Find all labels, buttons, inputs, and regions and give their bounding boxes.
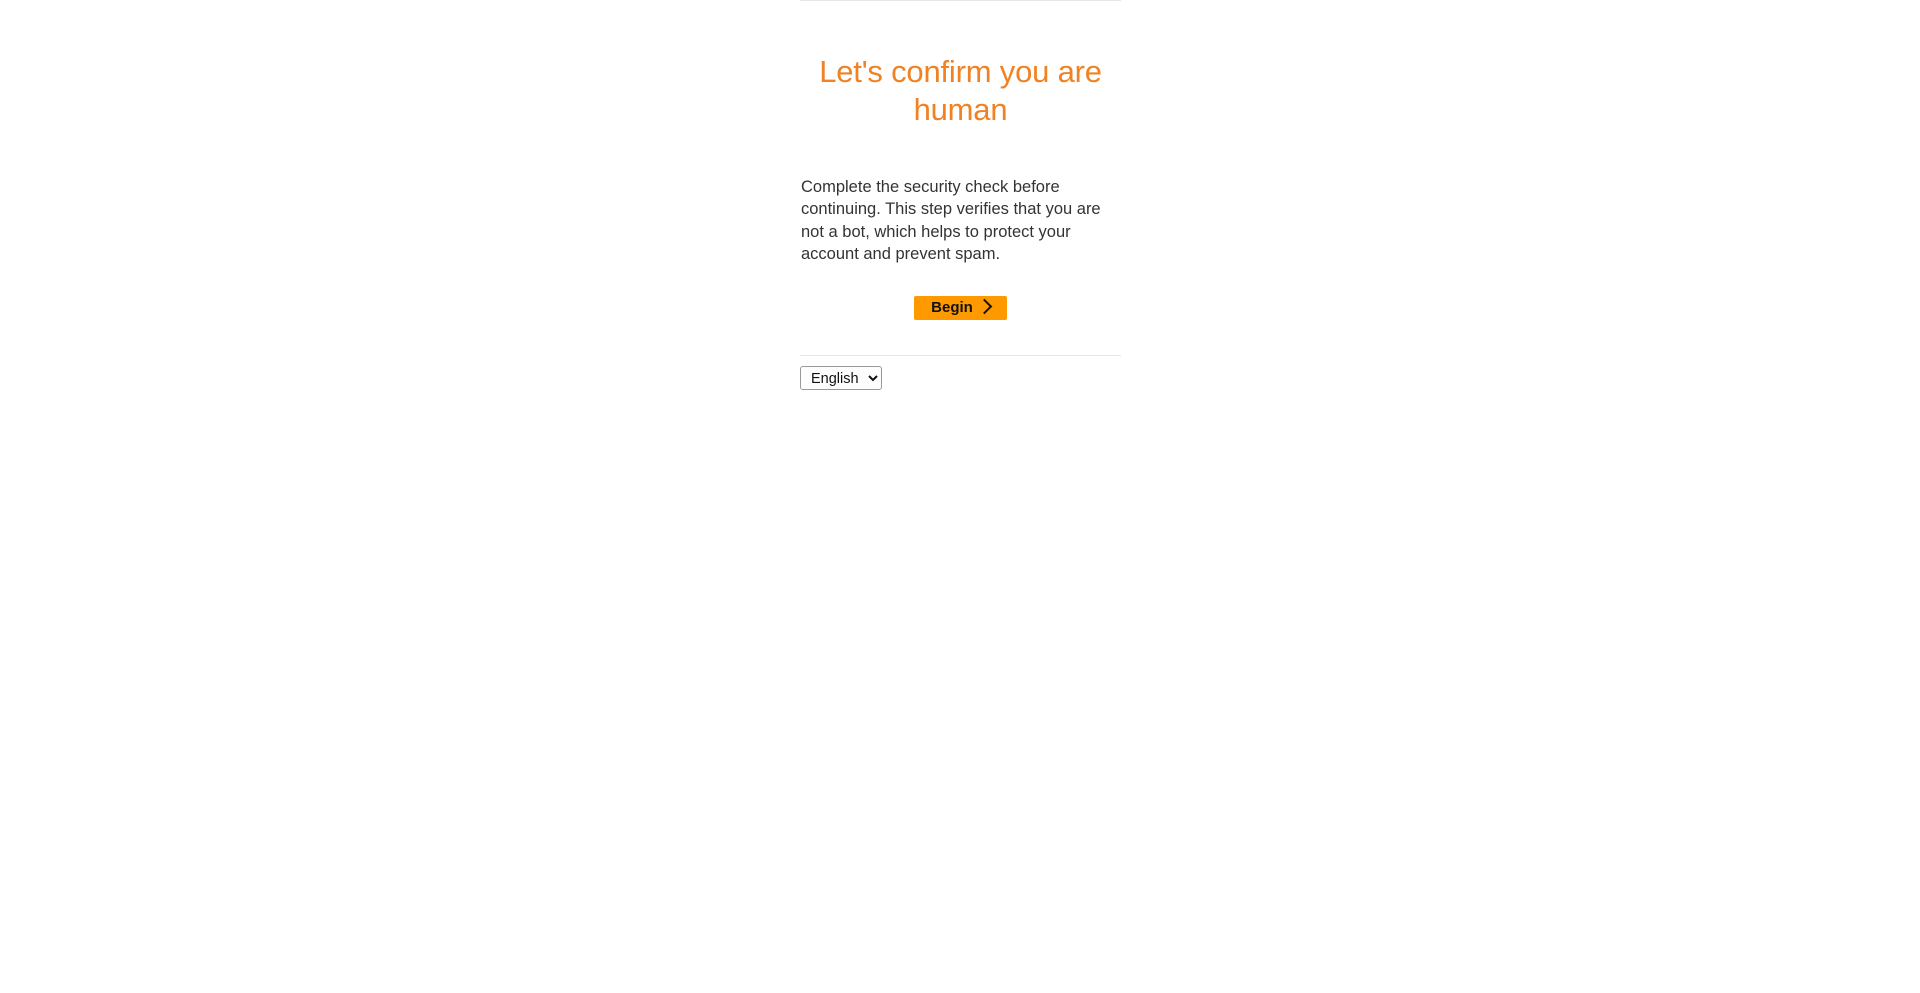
- challenge-container: [800, 0, 1121, 390]
- language-row: [800, 356, 1121, 390]
- challenge-description: Complete the security check before continuing. This step verifies that you are not a bot, which helps to protect your account and prevent spam.: [801, 178, 1101, 264]
- language-select[interactable]: [800, 366, 882, 390]
- page-title: Let's confirm you are human: [819, 54, 1102, 127]
- begin-button[interactable]: [914, 296, 1007, 320]
- chevron-right-icon: [977, 299, 993, 315]
- begin-button-label: Begin: [931, 299, 973, 317]
- begin-button-row: [800, 266, 1121, 320]
